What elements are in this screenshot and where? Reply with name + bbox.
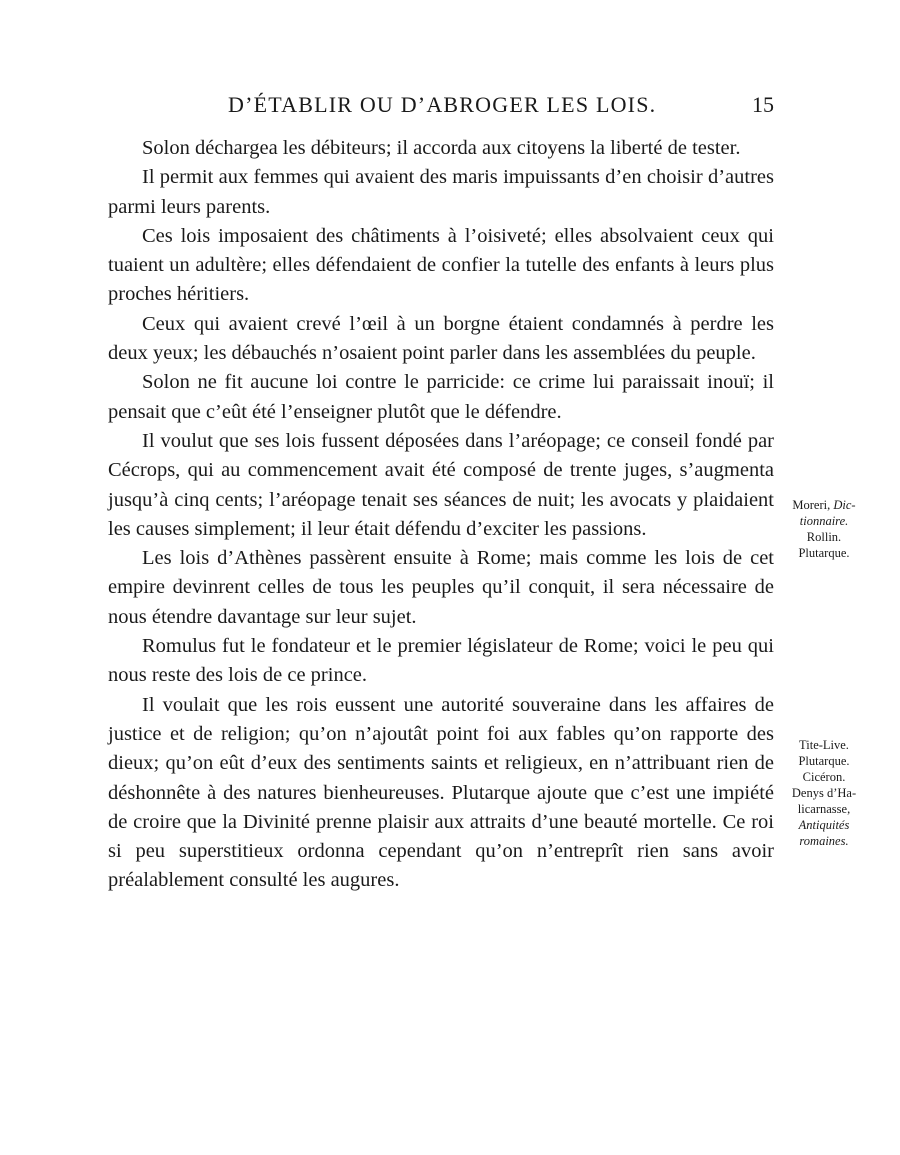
source-title: romaines. [799,834,849,848]
margin-note-sources-romulus [776,737,872,849]
source-author: Plutarque. [798,546,850,560]
page-header [108,92,774,122]
source-author: Plutarque. [798,754,850,768]
paragraph: Ces lois imposaient des châtiments à l’oisiveté; elles absolvaient ceux qui tuaient un adultère; elles défendaient de confier la tutelle des enfants à leurs plus proches héritiers. [108,224,774,306]
source-title: Antiquités [798,818,850,832]
source-author: Rollin. [806,530,842,544]
source-title: tionnaire. [799,514,849,528]
margin-note-line [776,497,872,513]
paragraph: Solon déchargea les débiteurs; il accorda aux citoyens la liberté de tester. [142,137,741,159]
margin-note-sources-areopage [776,497,872,561]
paragraph: Il voulait que les rois eussent une autorité souveraine dans les affaires de justice et de religion; qu’on n’ajoutât point foi aux fables qu’on rapporte des dieux; qu’on eût d’eux des sentiments saints et religieux, en n’attribuant rien de déshonnête à des natures bienheureuses. Plutarque ajoute que c’est une impiété de croire que la Divinité prenne plaisir aux attraits d’une beauté mortelle. Ce roi si peu superstitieux ordonna cependant qu’on n’entreprît rien sans avoir préalablement consulté les augures. [108,693,774,892]
source-author: licarnasse, [797,802,851,816]
paragraph: Il permit aux femmes qui avaient des maris impuissants d’en choisir d’autres parmi leurs parents. [108,166,774,218]
body-text [108,134,774,896]
source-title: Dic- [833,498,856,512]
page-number: 15 [752,92,774,117]
source-author: Moreri, [792,498,831,512]
running-title: D’ÉTABLIR OU D’ABROGER LES LOIS. [228,92,657,117]
source-author: Cicéron. [802,770,846,784]
paragraph: Solon ne fit aucune loi contre le parricide: ce crime lui paraissait inouï; il pensait que c’eût été l’enseigner plutôt que le défendre. [108,371,774,423]
source-author: Denys d’Ha- [791,786,857,800]
paragraph: Il voulut que ses lois fussent déposées dans l’aréopage; ce conseil fondé par Cécrops, qui au commencement avait été composé de trente juges, s’augmenta jusqu’à cinq cents; l’aréopage tenait ses séances de nuit; les avocats y plaidaient les causes simplement; il leur était défendu d’exciter les passions. [108,429,774,540]
paragraph: Romulus fut le fondateur et le premier législateur de Rome; voici le peu qui nous reste des lois de ce prince. [108,635,774,687]
paragraph: Ceux qui avaient crevé l’œil à un borgne étaient condamnés à perdre les deux yeux; les débauchés n’osaient point parler dans les assemblées du peuple. [108,312,774,365]
source-author: Tite-Live. [799,738,849,752]
paragraph: Les lois d’Athènes passèrent ensuite à Rome; mais comme les lois de cet empire devinrent celles de tous les peuples qu’il conquit, il sera nécessaire de nous étendre davantage sur leur sujet. [108,547,774,628]
